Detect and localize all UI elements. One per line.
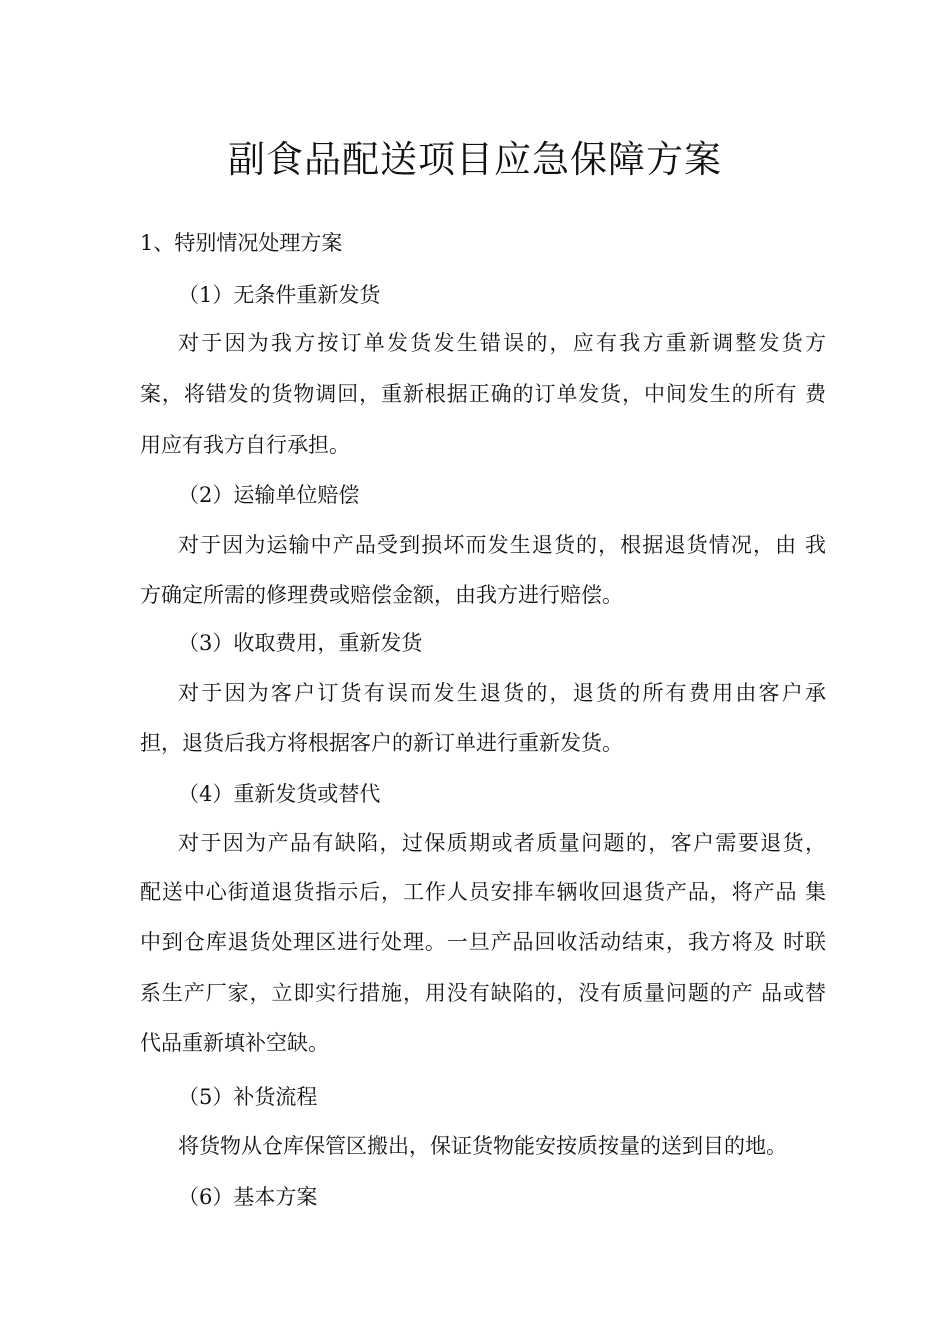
section-heading: 1、特别情况处理方案 (140, 231, 343, 255)
paragraph-1-line-2: 案，将错发的货物调回，重新根据正确的订单发货，中间发生的所有 费 (140, 382, 826, 406)
paragraph-4-line-4: 系生产厂家，立即实行措施，用没有缺陷的，没有质量问题的产 品或替 (140, 981, 826, 1005)
paragraph-1-line-3: 用应有我方自行承担。 (140, 433, 350, 457)
paragraph-3-line-1: 对于因为客户订货有误而发生退货的，退货的所有费用由客户承 (178, 681, 826, 705)
document-title: 副食品配送项目应急保障方案 (228, 138, 722, 181)
subheading-1: （1）无条件重新发货 (178, 283, 381, 307)
paragraph-4-line-3: 中到仓库退货处理区进行处理。一旦产品回收活动结束，我方将及 时联 (140, 930, 826, 954)
paragraph-3-line-2: 担，退货后我方将根据客户的新订单进行重新发货。 (140, 731, 623, 755)
paragraph-2-line-1: 对于因为运输中产品受到损坏而发生退货的，根据退货情况，由 我 (178, 533, 826, 557)
subheading-3: （3）收取费用，重新发货 (178, 631, 423, 655)
subheading-2: （2）运输单位赔偿 (178, 483, 360, 507)
paragraph-4-line-2: 配送中心街道退货指示后，工作人员安排车辆收回退货产品，将产品 集 (140, 880, 826, 904)
paragraph-4-line-5: 代品重新填补空缺。 (140, 1031, 329, 1055)
subheading-5: （5）补货流程 (178, 1085, 318, 1109)
subheading-4: （4）重新发货或替代 (178, 782, 381, 806)
paragraph-5-line-1: 将货物从仓库保管区搬出，保证货物能安按质按量的送到目的地。 (178, 1134, 787, 1158)
paragraph-2-line-2: 方确定所需的修理费或赔偿金额，由我方进行赔偿。 (140, 583, 623, 607)
subheading-6: （6）基本方案 (178, 1185, 318, 1209)
paragraph-4-line-1: 对于因为产品有缺陷，过保质期或者质量问题的，客户需要退货， (178, 831, 826, 855)
paragraph-1-line-1: 对于因为我方按订单发货发生错误的，应有我方重新调整发货方 (178, 331, 826, 355)
